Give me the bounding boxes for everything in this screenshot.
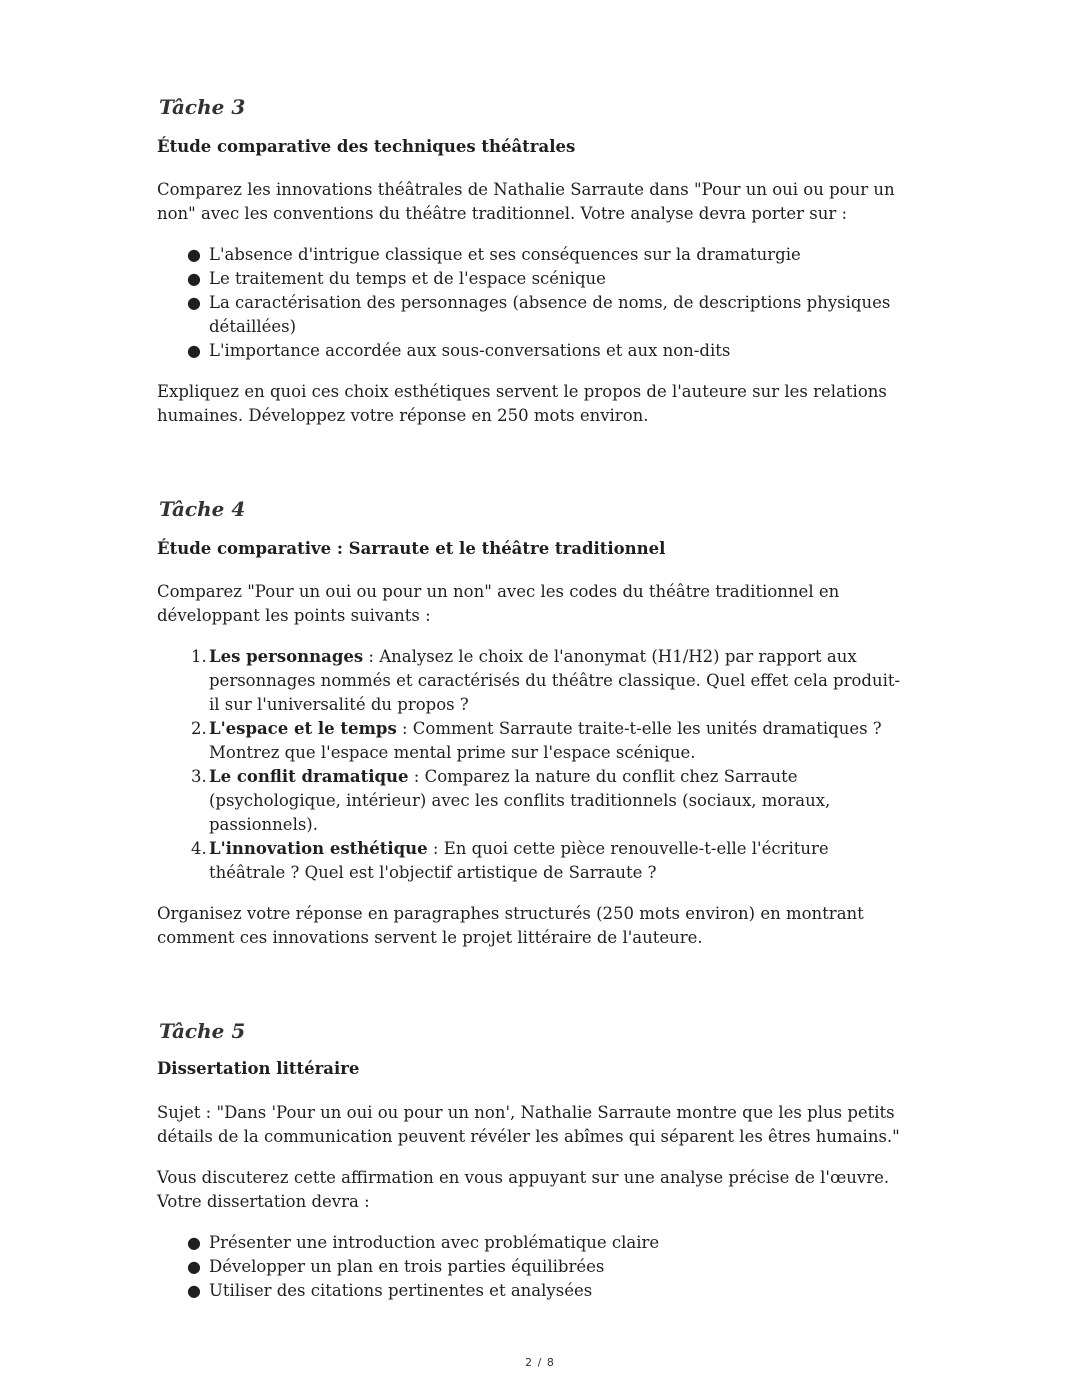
task4-subtitle: Étude comparative : Sarraute et le théâtre traditionnel xyxy=(157,539,666,558)
task5-title: Tâche 5 xyxy=(159,1019,246,1043)
list-item: 3. Le conflit dramatique : Comparez la nature du conflit chez Sarraute (psychologique, intérieur) avec les conflits traditionnels (sociaux, moraux, passionnels). xyxy=(191,767,831,834)
list-item: ● L'importance accordée aux sous-conversations et aux non-dits xyxy=(209,339,909,363)
task4-conclusion: Organisez votre réponse en paragraphes structurés (250 mots environ) en montrant comment ces innovations servent le projet littéraire de l'auteure. xyxy=(157,904,864,947)
task3-conclusion: Expliquez en quoi ces choix esthétiques servent le propos de l'auteure sur les relations humaines. Développez votre réponse en 250 mots environ. xyxy=(157,382,887,425)
list-item: ● Développer un plan en trois parties équilibrées xyxy=(209,1255,909,1279)
bullet-icon: ● xyxy=(187,1233,201,1252)
task3-title: Tâche 3 xyxy=(159,95,246,119)
list-item: 2. L'espace et le temps : Comment Sarraute traite-t-elle les unités dramatiques ? Montrez que l'espace mental prime sur l'espace scénique. xyxy=(191,719,882,762)
list-item: ● L'absence d'intrigue classique et ses conséquences sur la dramaturgie xyxy=(209,243,909,267)
list-item: ● Le traitement du temps et de l'espace scénique xyxy=(209,267,909,291)
list-item: ● Présenter une introduction avec problématique claire xyxy=(209,1231,909,1255)
list-item: 4. L'innovation esthétique : En quoi cette pièce renouvelle-t-elle l'écriture théâtrale ? Quel est l'objectif artistique de Sarraute ? xyxy=(191,839,829,882)
task3-intro: Comparez les innovations théâtrales de Nathalie Sarraute dans "Pour un oui ou pour un non" avec les conventions du théâtre traditionnel. Votre analyse devra porter sur : xyxy=(157,180,895,223)
task5-subtitle: Dissertation littéraire xyxy=(157,1059,360,1078)
bullet-icon: ● xyxy=(187,341,201,360)
bullet-icon: ● xyxy=(187,269,201,288)
task5-bullet-list xyxy=(187,1231,909,1303)
bullet-icon: ● xyxy=(187,1257,201,1276)
list-item: 1. Les personnages : Analysez le choix de l'anonymat (H1/H2) par rapport aux personnages nommés et caractérisés du théâtre classique. Quel effet cela produit-il sur l'universalité du propos ? xyxy=(191,647,901,714)
task5-subject: Sujet : "Dans 'Pour un oui ou pour un non', Nathalie Sarraute montre que les plus petits détails de la communication peuvent révéler les abîmes qui séparent les êtres humains." xyxy=(157,1103,900,1146)
task3-bullet-list xyxy=(187,243,909,363)
task4-intro: Comparez "Pour un oui ou pour un non" avec les codes du théâtre traditionnel en développant les points suivants : xyxy=(157,582,840,625)
bullet-icon: ● xyxy=(187,1281,201,1300)
list-item: ● Utiliser des citations pertinentes et analysées xyxy=(209,1279,909,1303)
list-item: ● La caractérisation des personnages (absence de noms, de descriptions physiques détaillées) xyxy=(187,293,891,336)
task5-instructions: Vous discuterez cette affirmation en vous appuyant sur une analyse précise de l'œuvre. Votre dissertation devra : xyxy=(157,1168,890,1211)
task4-title: Tâche 4 xyxy=(159,497,246,521)
page-number: 2 / 8 xyxy=(525,1356,555,1369)
bullet-icon: ● xyxy=(187,245,201,264)
bullet-icon: ● xyxy=(187,293,201,312)
task3-subtitle: Étude comparative des techniques théâtrales xyxy=(157,137,576,156)
task4-numbered-list xyxy=(191,645,909,885)
